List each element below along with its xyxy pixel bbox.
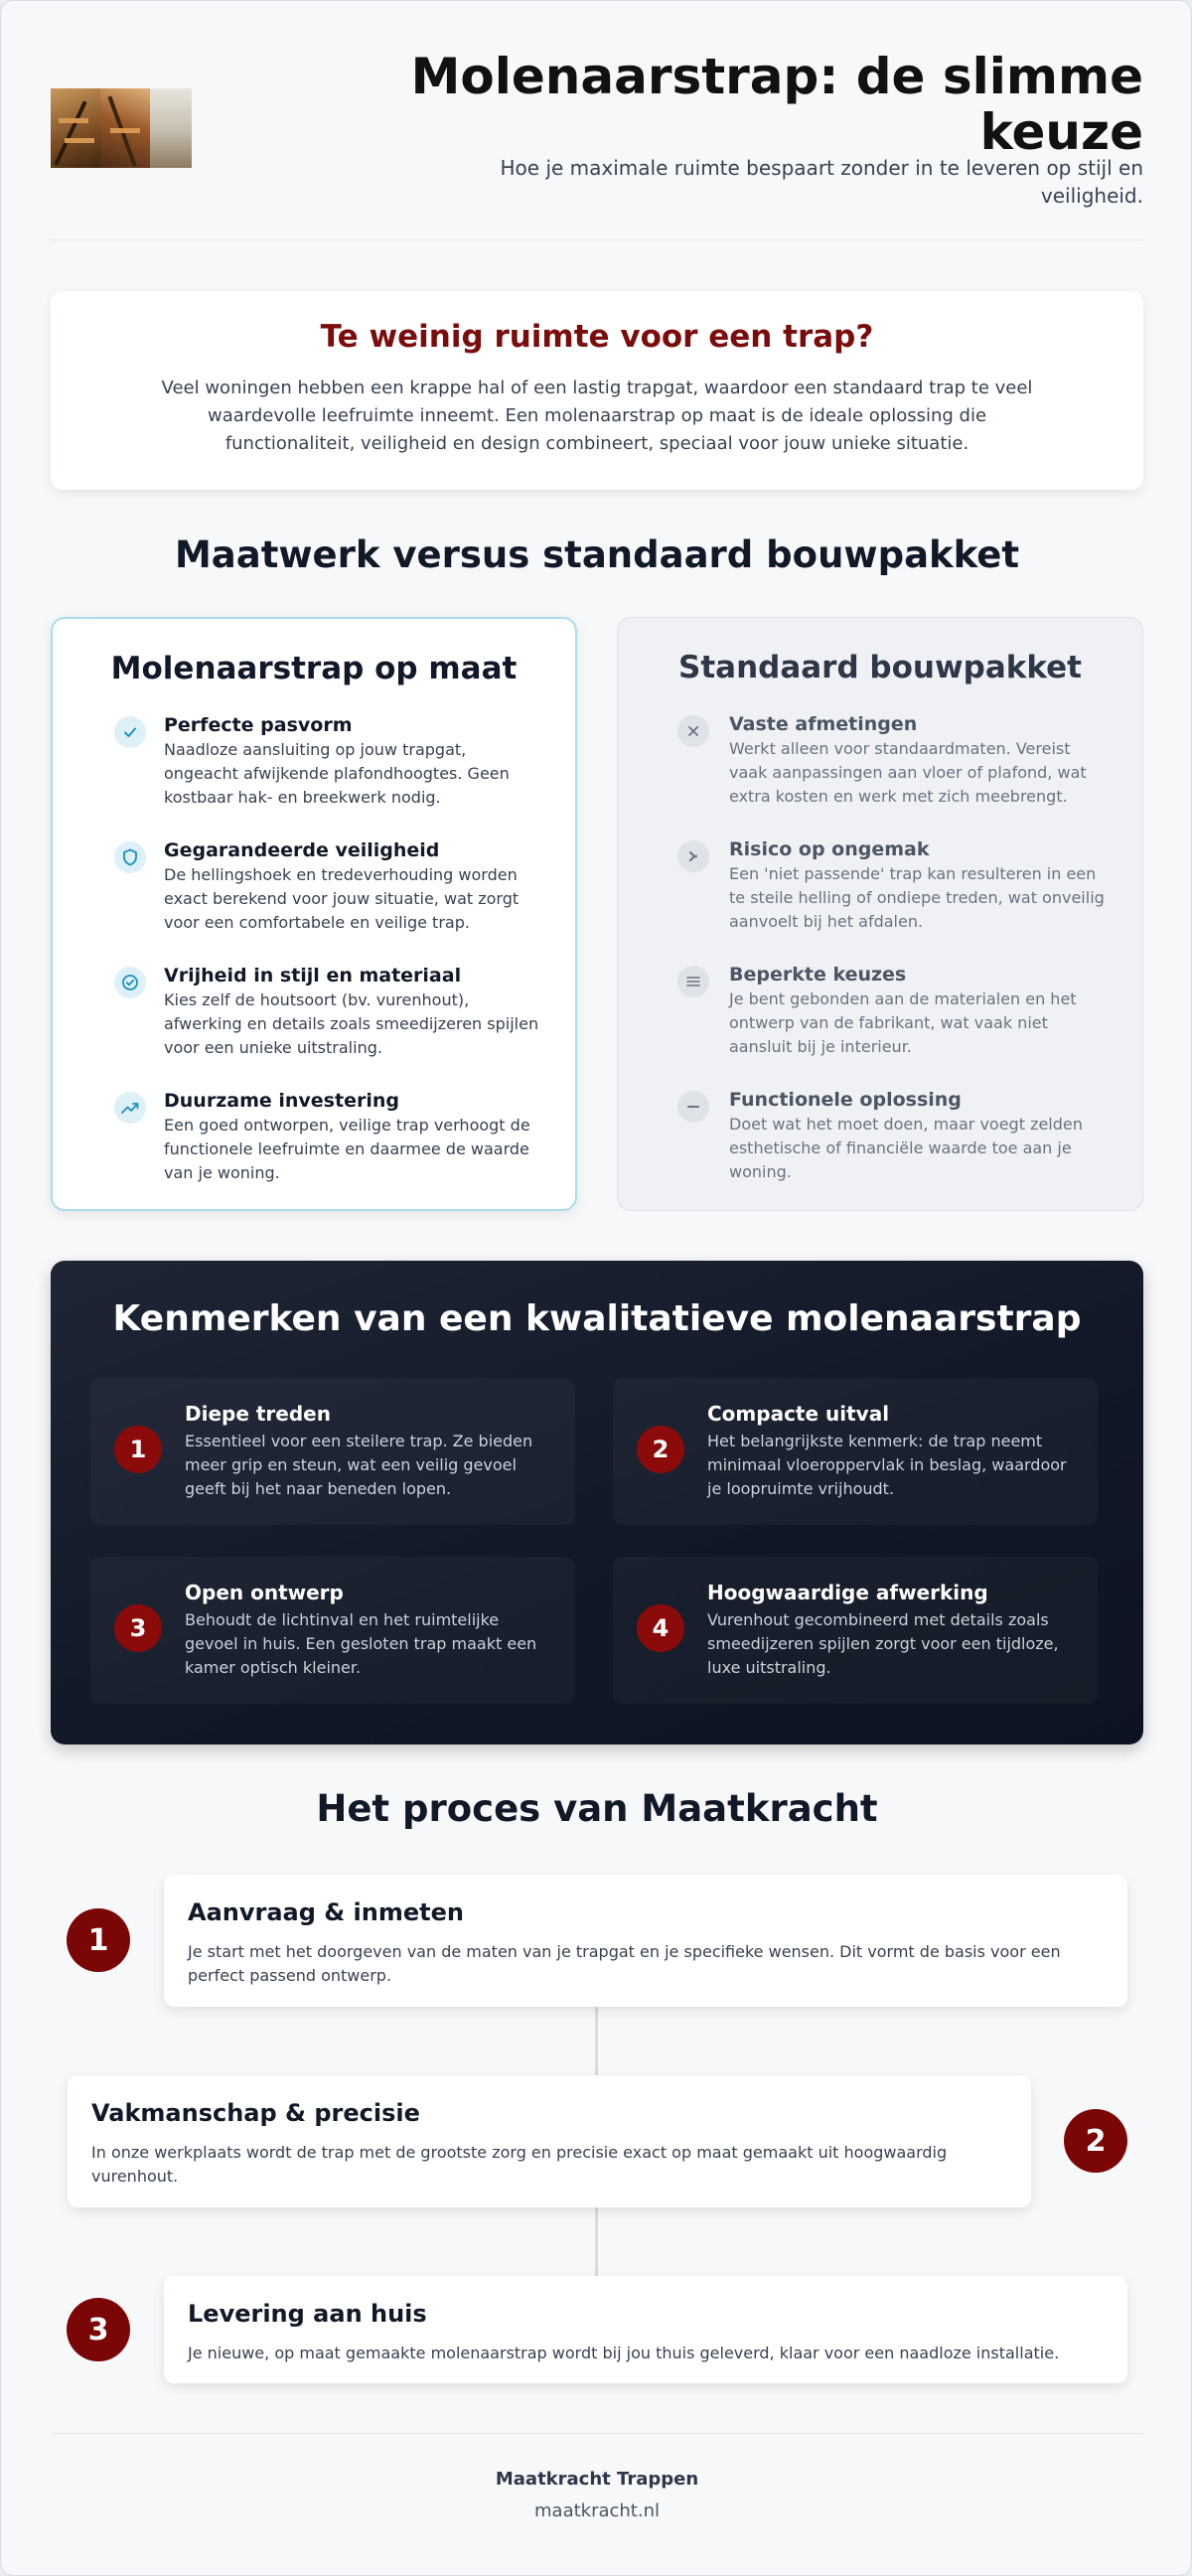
feature-text: Een 'niet passende' trap kan resulteren in een te steile helling of ondiepe treden, wat onveilig aanvoelt bij het afdalen. — [729, 864, 1105, 931]
step-title: Vakmanschap & precisie — [91, 2099, 420, 2127]
page-title: Molenaarstrap: de slimme keuze — [410, 48, 1143, 161]
standard-feature — [650, 1087, 1111, 1184]
check-icon — [114, 716, 146, 748]
feature-tile — [613, 1378, 1098, 1525]
custom-feature — [84, 963, 543, 1060]
feature-number: 3 — [114, 1604, 162, 1652]
compare-title: Maatwerk versus standaard bouwpakket — [174, 533, 1020, 576]
custom-heading: Molenaarstrap op maat — [110, 651, 518, 686]
feature-title: Duurzame investering — [164, 1090, 399, 1112]
feature-tile-title: Diepe treden — [185, 1402, 331, 1426]
footer-url[interactable]: maatkracht.nl — [534, 2500, 660, 2521]
custom-feature — [84, 1088, 543, 1185]
intro-heading: Te weinig ruimte voor een trap? — [320, 319, 874, 355]
feature-title: Risico op ongemak — [729, 838, 930, 860]
shield-icon — [114, 841, 146, 873]
process-step-card — [68, 2075, 1031, 2207]
feature-text: Werkt alleen voor standaardmaten. Vereist vaak aanpassingen aan vloer of plafond, wat extra kosten en werk met zich meebrengt. — [729, 739, 1087, 806]
list-icon — [677, 966, 709, 997]
features-panel — [51, 1261, 1143, 1744]
custom-feature — [84, 837, 543, 935]
feature-tile-text: Behoudt de lichtinval en het ruimtelijke gevoel in huis. Een gesloten trap maakt een kamer optisch kleiner. — [185, 1610, 537, 1677]
feature-title: Vaste afmetingen — [729, 713, 918, 735]
custom-card — [51, 617, 577, 1211]
feature-tile-text: Essentieel voor een steilere trap. Ze bieden meer grip en steun, wat een veilig gevoel geeft bij het naar beneden lopen. — [185, 1432, 533, 1498]
feature-tile — [90, 1557, 575, 1704]
step-text: Je nieuwe, op maat gemaakte molenaarstrap wordt bij jou thuis geleverd, klaar voor een naadloze installatie. — [188, 2344, 1060, 2362]
feature-title: Beperkte keuzes — [729, 964, 907, 985]
page-subtitle: Hoe je maximale ruimte bespaart zonder in te leveren op stijl en veiligheid. — [500, 156, 1143, 208]
step-number: 1 — [67, 1908, 130, 1972]
process-title: Het proces van Maatkracht — [316, 1787, 878, 1830]
feature-title: Perfecte pasvorm — [164, 714, 353, 736]
intro-body: Veel woningen hebben een krappe hal of een lastig trapgat, waardoor een standaard trap te veel waardevolle leefruimte inneemt. Een molenaarstrap op maat is de ideale oplossing die functionaliteit, veiligheid en design combineert, speciaal voor jouw unieke situatie. — [161, 378, 1033, 454]
feature-title: Vrijheid in stijl en materiaal — [164, 965, 462, 986]
trending-up-icon — [114, 1092, 146, 1124]
standard-heading: Standaard bouwpakket — [678, 650, 1082, 685]
step-number: 2 — [1064, 2109, 1127, 2173]
feature-tile-text: Vurenhout gecombineerd met details zoals smeedijzeren spijlen zorgt voor een tijdloze, luxe uitstraling. — [707, 1610, 1059, 1677]
hero-image — [51, 88, 192, 168]
process-step-card — [164, 2276, 1127, 2383]
feature-text: Een goed ontworpen, veilige trap verhoogt de functionele leefruimte en daarmee de waarde van je woning. — [164, 1116, 530, 1182]
feature-tile-title: Hoogwaardige afwerking — [707, 1581, 988, 1604]
feature-tile — [90, 1378, 575, 1525]
feature-text: Kies zelf de houtsoort (bv. vurenhout), afwerking en details zoals smeedijzeren spijlen voor een unieke uitstraling. — [164, 990, 539, 1057]
feature-text: Je bent gebonden aan de materialen en het ontwerp van de fabrikant, wat vaak niet aansluit bij je interieur. — [729, 989, 1077, 1056]
step-title: Aanvraag & inmeten — [188, 1898, 464, 1926]
warning-icon — [677, 840, 709, 872]
intro-card — [51, 291, 1143, 490]
feature-tile-text: Het belangrijkste kenmerk: de trap neemt minimaal vloeroppervlak in beslag, waardoor je loopruimte vrijhoudt. — [707, 1432, 1067, 1498]
process-step-card — [164, 1875, 1127, 2007]
standard-feature — [650, 962, 1111, 1059]
badge-check-icon — [114, 967, 146, 998]
custom-feature — [84, 712, 543, 810]
standard-feature — [650, 836, 1111, 934]
step-text: In onze werkplaats wordt de trap met de grootste zorg en precisie exact op maat gemaakt uit hoogwaardig vurenhout. — [91, 2143, 948, 2186]
feature-title: Gegarandeerde veiligheid — [164, 839, 440, 861]
feature-tile — [613, 1557, 1098, 1704]
header — [51, 49, 1143, 208]
divider — [51, 239, 1143, 240]
feature-text: Naadloze aansluiting op jouw trapgat, ongeacht afwijkende plafondhoogtes. Geen kostbaar hak- en breekwerk nodig. — [164, 740, 510, 807]
divider — [51, 2433, 1143, 2434]
x-icon — [677, 715, 709, 747]
feature-number: 4 — [637, 1604, 684, 1652]
feature-tile-title: Open ontwerp — [185, 1581, 344, 1604]
step-number: 3 — [67, 2298, 130, 2361]
feature-text: De hellingshoek en tredeverhouding worden exact berekend voor jouw situatie, wat zorgt voor een comfortabele en veilige trap. — [164, 865, 520, 932]
minus-icon — [677, 1091, 709, 1123]
feature-tile-title: Compacte uitval — [707, 1402, 890, 1426]
footer-company: Maatkracht Trappen — [495, 2469, 699, 2490]
standard-feature — [650, 711, 1111, 809]
feature-text: Doet wat het moet doen, maar voegt zelden esthetische of financiële waarde toe aan je woning. — [729, 1115, 1083, 1181]
feature-title: Functionele oplossing — [729, 1089, 962, 1111]
feature-number: 1 — [114, 1426, 162, 1473]
feature-number: 2 — [637, 1426, 684, 1473]
features-title: Kenmerken van een kwalitatieve molenaarstrap — [112, 1298, 1082, 1339]
step-text: Je start met het doorgeven van de maten van je trapgat en je specifieke wensen. Dit vormt de basis voor een perfect passend ontwerp. — [188, 1942, 1061, 1985]
step-title: Levering aan huis — [188, 2300, 427, 2328]
standard-card — [617, 617, 1143, 1211]
